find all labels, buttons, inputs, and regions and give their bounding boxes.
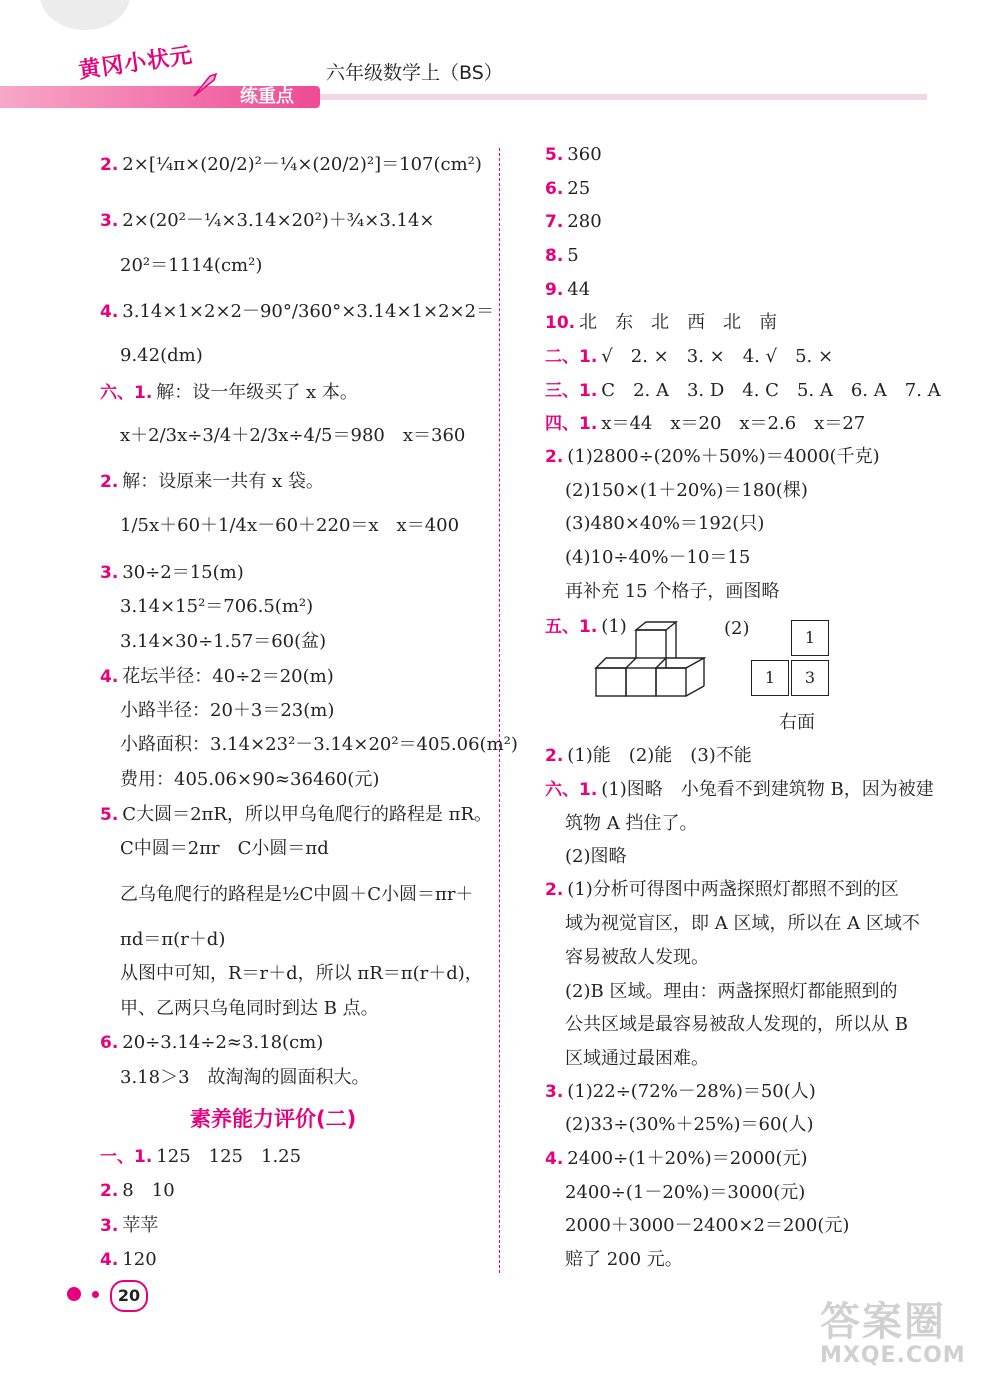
cube-figure — [594, 620, 706, 700]
answer-text: √ 2. × 3. × 4. √ 5. × — [601, 346, 834, 367]
answer-text: (2)图略 — [565, 846, 627, 867]
answer-line — [120, 594, 313, 620]
answer-line — [565, 811, 697, 837]
answer-line — [545, 378, 941, 404]
answer-text: (1)能 (2)能 (3)不能 — [567, 745, 752, 766]
answer-line — [545, 142, 602, 168]
question-number: 3. — [100, 211, 119, 231]
answer-text: 280 — [567, 211, 602, 232]
answer-line — [545, 277, 590, 303]
answer-text: 1/5x＋60＋1/4x－60＋220＝x x＝400 — [120, 515, 460, 536]
answer-line — [545, 1079, 816, 1105]
answer-line — [545, 344, 833, 370]
answer-text: 小路面积：3.14×23²－3.14×20²＝405.06(m²) — [120, 734, 518, 755]
question-number: 2. — [100, 155, 119, 175]
answer-line — [120, 423, 465, 449]
question-number: 二、1. — [545, 347, 598, 367]
answer-line — [565, 1213, 849, 1239]
answer-text: (2)33÷(30%＋25%)＝60(人) — [565, 1114, 814, 1135]
answer-text: 花坛半径：40÷2＝20(m) — [122, 666, 334, 687]
answer-line — [120, 961, 483, 987]
answer-line — [120, 836, 329, 862]
answer-line — [565, 511, 764, 537]
answer-text: 3.14×30÷1.57＝60(盆) — [120, 631, 327, 652]
answer-line — [120, 253, 262, 279]
answer-text: 8 10 — [122, 1180, 175, 1201]
answer-text: 3.14×1×2×2－90°/360°×3.14×1×2×2＝ — [122, 301, 495, 322]
figure-caption: 右面 — [779, 712, 815, 733]
book-title: 六年级数学上（BS） — [326, 62, 503, 84]
answer-text: C大圆＝2πR，所以甲乌龟爬行的路程是 πR。 — [122, 804, 493, 825]
question-number: 4. — [100, 667, 119, 687]
answer-line — [565, 579, 779, 605]
watermark — [820, 1290, 966, 1368]
question-number: 一、1. — [100, 1147, 153, 1167]
page-number: 20 — [110, 1280, 148, 1312]
right-view-cell-bottom-left: 1 — [751, 660, 789, 696]
question-number: 9. — [545, 280, 564, 300]
header-line — [320, 94, 927, 100]
answer-text: 20÷3.14÷2≈3.18(cm) — [122, 1032, 324, 1053]
answer-line — [120, 927, 225, 953]
answer-text: 25 — [567, 178, 591, 199]
question-number: 6. — [545, 179, 564, 199]
answer-line — [100, 469, 324, 495]
answer-text: C中圆＝2πr C小圆＝πd — [120, 838, 329, 859]
question-number: 3. — [100, 1216, 119, 1236]
brand-sublogo: 练重点 — [240, 86, 294, 107]
answer-text: (1)2800÷(20%＋50%)＝4000(千克) — [567, 446, 880, 467]
answer-text: πd＝π(r＋d) — [120, 929, 226, 950]
answer-text: 125 125 1.25 — [156, 1146, 302, 1167]
answer-line — [565, 1180, 805, 1206]
question-number: 3. — [100, 563, 119, 583]
answer-line — [120, 1065, 370, 1091]
rocket-icon — [190, 70, 220, 100]
answer-text: 解：设一年级买了 x 本。 — [156, 382, 358, 403]
answer-line — [545, 176, 590, 202]
answer-line — [100, 664, 334, 690]
answer-text: 120 — [122, 1249, 157, 1270]
question-number: 2. — [100, 472, 119, 492]
answer-text: 再补充 15 个格子，画图略 — [565, 581, 780, 602]
answer-text: (4)10÷40%－10＝15 — [565, 547, 751, 568]
answer-line — [565, 1046, 709, 1072]
answer-text: x＋2/3x÷3/4＋2/3x÷4/5＝980 x＝360 — [120, 425, 466, 446]
question-number: 5. — [100, 805, 119, 825]
answer-line — [545, 209, 602, 235]
answer-line — [565, 1012, 908, 1038]
question-number: 4. — [100, 302, 119, 322]
question-number: 2. — [545, 746, 564, 766]
answer-line — [545, 1146, 808, 1172]
answer-text: (2)150×(1＋20%)＝180(棵) — [565, 480, 808, 501]
answer-line — [545, 310, 777, 336]
answer-line — [100, 1144, 301, 1170]
answer-text: 20²＝1114(cm²) — [120, 255, 263, 276]
question-number: 2. — [545, 880, 564, 900]
answer-text: 公共区域是最容易被敌人发现的，所以从 B — [565, 1014, 908, 1035]
watermark-title: 答案圈 — [820, 1299, 946, 1345]
answer-text: 北 东 北 西 北 南 — [579, 312, 778, 333]
answer-text: 苹苹 — [122, 1215, 159, 1236]
answer-text: 小路半径：20＋3＝23(m) — [120, 700, 335, 721]
answer-line — [120, 513, 459, 539]
answer-line — [120, 343, 203, 369]
answer-line — [100, 1247, 157, 1273]
answer-text: 360 — [567, 144, 602, 165]
question-number: 3. — [545, 1082, 564, 1102]
watermark-url: MXQE.COM — [820, 1343, 966, 1368]
answer-text: 筑物 A 挡住了。 — [565, 813, 698, 834]
answer-line — [120, 882, 473, 908]
answer-text: 赔了 200 元。 — [565, 1249, 683, 1270]
answer-line — [545, 877, 899, 903]
brand-logo: 黄冈小状元 — [77, 43, 195, 84]
answer-text: (1)22÷(72%－28%)＝50(人) — [567, 1081, 816, 1102]
answer-line — [100, 380, 358, 406]
answer-line — [120, 732, 518, 758]
answer-text: 解：设原来一共有 x 袋。 — [122, 471, 324, 492]
answer-text: 3.18＞3 故淘淘的圆面积大。 — [120, 1067, 370, 1088]
answer-text: 2×[¼π×(20/2)²－¼×(20/2)²]＝107(cm²) — [122, 154, 482, 175]
question-number: 六、1. — [100, 383, 153, 403]
question-number: 2. — [100, 1181, 119, 1201]
answer-text: C 2. A 3. D 4. C 5. A 6. A 7. A — [601, 380, 941, 401]
answer-line — [100, 1213, 158, 1239]
answer-line — [565, 945, 709, 971]
question-number: 8. — [545, 246, 564, 266]
header-circle-decoration — [40, 0, 130, 30]
question-number: 6. — [100, 1033, 119, 1053]
right-view-cell-top: 1 — [791, 620, 829, 656]
question-number: 四、1. — [545, 414, 598, 434]
figure-label-2: (2) — [724, 618, 750, 639]
answer-line — [565, 844, 627, 870]
answer-text: 容易被敌人发现。 — [565, 947, 709, 968]
answer-line — [565, 979, 897, 1005]
answer-text: (1)图略 小兔看不到建筑物 B，因为被建 — [601, 779, 934, 800]
answer-line — [565, 1112, 814, 1138]
answer-text: (2)B 区域。理由：两盏探照灯都能照到的 — [565, 981, 898, 1002]
answer-line — [545, 243, 579, 269]
question-number: 5. — [545, 145, 564, 165]
answer-line — [120, 767, 379, 793]
answer-text: 区域通过最困难。 — [565, 1048, 709, 1069]
page-dot-small — [92, 1291, 99, 1298]
answer-text: x＝44 x＝20 x＝2.6 x＝27 — [601, 413, 866, 434]
section-title: 素养能力评价(二) — [190, 1107, 357, 1131]
answer-line — [120, 698, 334, 724]
answer-text: 9.42(dm) — [120, 345, 203, 366]
answer-text: 5 — [567, 245, 579, 266]
answer-line — [565, 911, 920, 937]
question-number: 2. — [545, 447, 564, 467]
answer-line — [100, 1178, 175, 1204]
answer-text: 30÷2＝15(m) — [122, 562, 244, 583]
answer-line — [120, 996, 379, 1022]
answer-line — [565, 1247, 683, 1273]
answer-text: (1) — [601, 616, 627, 637]
answer-text: 域为视觉盲区，即 A 区域，所以在 A 区域不 — [565, 913, 920, 934]
answer-text: 44 — [567, 279, 591, 300]
question-number: 7. — [545, 212, 564, 232]
question-number: 五、1. — [545, 617, 598, 637]
answer-line — [100, 1030, 323, 1056]
answer-text: (1)分析可得图中两盏探照灯都照不到的区 — [567, 879, 899, 900]
answer-text: 乙乌龟爬行的路程是½C中圆＋C小圆＝πr＋ — [120, 884, 474, 905]
answer-line — [100, 152, 482, 178]
question-number: 10. — [545, 313, 576, 333]
answer-line — [545, 411, 865, 437]
question-number: 六、1. — [545, 780, 598, 800]
answer-text: 甲、乙两只乌龟同时到达 B 点。 — [120, 998, 379, 1019]
answer-line — [545, 777, 934, 803]
answer-line — [545, 743, 752, 769]
answer-line — [565, 545, 750, 571]
right-view-cell-bottom-right: 3 — [791, 660, 829, 696]
answer-line — [100, 560, 244, 586]
answer-text: 2×(20²－¼×3.14×20²)＋¾×3.14× — [122, 210, 435, 231]
answer-line — [100, 802, 492, 828]
question-number: 4. — [100, 1250, 119, 1270]
answer-line — [565, 478, 808, 504]
answer-line — [100, 299, 494, 325]
answer-line — [100, 208, 435, 234]
answer-text: 3.14×15²＝706.5(m²) — [120, 596, 314, 617]
answer-text: 费用：405.06×90≈36460(元) — [120, 769, 380, 790]
answer-text: 2400÷(1－20%)＝3000(元) — [565, 1182, 806, 1203]
column-divider — [499, 148, 500, 1273]
answer-text: (3)480×40%＝192(只) — [565, 513, 765, 534]
question-number: 4. — [545, 1149, 564, 1169]
answer-line — [120, 629, 326, 655]
answer-text: 从图中可知，R＝r＋d，所以 πR＝π(r＋d)， — [120, 963, 483, 984]
answer-line — [545, 444, 880, 470]
answer-text: 2000＋3000－2400×2＝200(元) — [565, 1215, 850, 1236]
page-dot-large — [67, 1287, 81, 1301]
question-number: 三、1. — [545, 381, 598, 401]
answer-text: 2400÷(1＋20%)＝2000(元) — [567, 1148, 808, 1169]
